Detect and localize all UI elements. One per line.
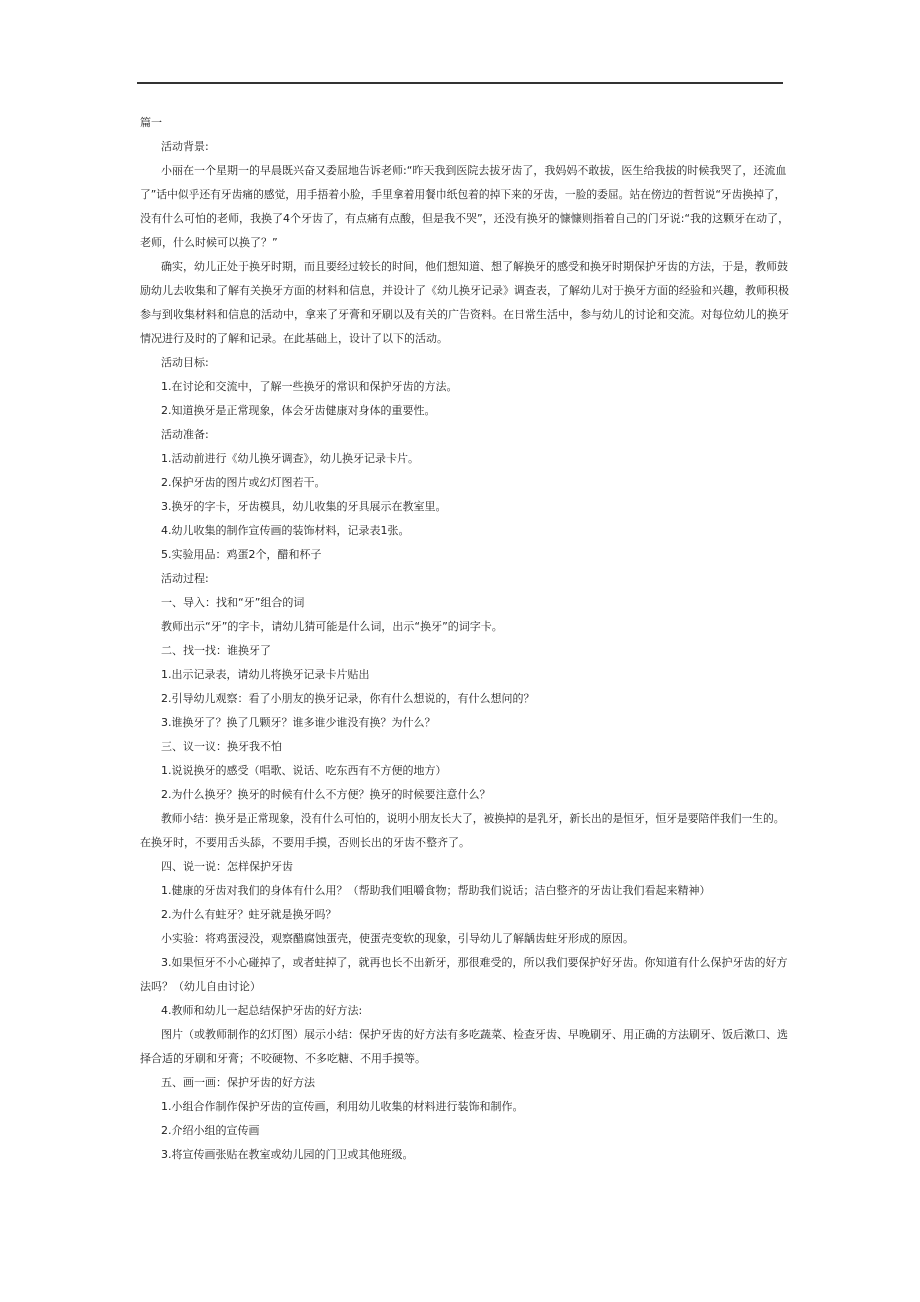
paragraph-line: 教师小结：换牙是正常现象，没有什么可怕的，说明小朋友长大了，被换掉的是乳牙，新长出的是恒牙，恒牙是要陪伴我们一生的。 [161, 812, 785, 825]
paragraph-line: 没有什么可怕的老师，我换了4个牙齿了，有点痛有点酸，但是我不哭”，还没有换牙的慷慷则指着自己的门牙说:“我的这颗牙在动了， [140, 212, 790, 225]
paragraph-line: 图片（或教师制作的幻灯图）展示小结：保护牙齿的好方法有多吃蔬菜、检查牙齿、早晚刷牙、用正确的方法刷牙、饭后漱口、选 [161, 1028, 788, 1041]
list-item: 1.活动前进行《幼儿换牙调查》，幼儿换牙记录卡片。 [161, 452, 419, 465]
paragraph-line: 法吗？（幼儿自由讨论） [140, 980, 261, 993]
paragraph-line: 老师，什么时候可以换了？” [140, 236, 278, 249]
step-heading: 四、说一说：怎样保护牙齿 [161, 860, 293, 873]
paragraph-line: 择合适的牙刷和牙膏；不咬硬物、不多吃糖、不用手摸等。 [140, 1052, 426, 1065]
list-item: 1.说说换牙的感受（唱歌、说话、吃东西有不方便的地方） [161, 764, 447, 777]
heading-background: 活动背景: [161, 140, 209, 153]
paragraph-line: 小实验：将鸡蛋浸没，观察醋腐蚀蛋壳，使蛋壳变软的现象，引导幼儿了解龋齿蛀牙形成的原因。 [161, 932, 634, 945]
list-item: 1.出示记录表，请幼儿将换牙记录卡片贴出 [161, 668, 370, 681]
heading-preparation: 活动准备: [161, 428, 209, 441]
list-item: 2.保护牙齿的图片或幻灯图若干。 [161, 476, 326, 489]
paragraph-line: 了”话中似乎还有牙齿痛的感觉，用手捂着小脸，手里拿着用餐巾纸包着的掉下来的牙齿，一脸的委屈。站在傍边的哲哲说“牙齿换掉了， [140, 188, 786, 201]
list-item: 1.健康的牙齿对我们的身体有什么用？（帮助我们咀嚼食物；帮助我们说话；洁白整齐的牙齿让我们看起来精神） [161, 884, 711, 897]
paragraph-line: 情况进行及时的了解和记录。在此基础上，设计了以下的活动。 [140, 332, 448, 345]
list-item: 2.引导幼儿观察：看了小朋友的换牙记录，你有什么想说的，有什么想问的？ [161, 692, 535, 705]
header-rule [137, 82, 783, 84]
step-heading: 一、导入：找和“牙”组合的词 [161, 596, 305, 609]
list-item: 3.换牙的字卡，牙齿模具，幼儿收集的牙具展示在教室里。 [161, 500, 447, 513]
paragraph-line: 励幼儿去收集和了解有关换牙方面的材料和信息，并设计了《幼儿换牙记录》调查表，了解幼儿对于换牙方面的经验和兴趣，教师积极 [140, 284, 789, 297]
heading-process: 活动过程: [161, 572, 209, 585]
list-item: 1.小组合作制作保护牙齿的宣传画，利用幼儿收集的材料进行装饰和制作。 [161, 1100, 524, 1113]
list-item: 3.将宣传画张贴在教室或幼儿园的门卫或其他班级。 [161, 1148, 414, 1161]
step-heading: 三、议一议：换牙我不怕 [161, 740, 282, 753]
list-item: 2.为什么有蛀牙？蛀牙就是换牙吗？ [161, 908, 337, 921]
section-title: 篇一 [140, 116, 162, 129]
paragraph-line: 在换牙时，不要用舌头舔，不要用手摸，否则长出的牙齿不整齐了。 [140, 836, 470, 849]
heading-goals: 活动目标: [161, 356, 209, 369]
list-item: 2.为什么换牙？换牙的时候有什么不方便？换牙的时候要注意什么？ [161, 788, 491, 801]
paragraph-line: 确实，幼儿正处于换牙时期，而且要经过较长的时间，他们想知道、想了解换牙的感受和换牙时期保护牙齿的方法，于是，教师鼓 [161, 260, 788, 273]
paragraph-line: 小丽在一个星期一的早晨既兴奋又委屈地告诉老师:“昨天我到医院去拔牙齿了，我妈妈不敢拔，医生给我拔的时候我哭了，还流血 [161, 164, 787, 177]
step-heading: 二、找一找：谁换牙了 [161, 644, 271, 657]
list-item: 3.如果恒牙不小心碰掉了，或者蛀掉了，就再也长不出新牙，那很难受的，所以我们要保护好牙齿。你知道有什么保护牙齿的好方 [161, 956, 788, 969]
list-item: 3.谁换牙了？换了几颗牙？谁多谁少谁没有换？为什么？ [161, 716, 436, 729]
paragraph-line: 教师出示“牙”的字卡，请幼儿猜可能是什么词，出示“换牙”的词字卡。 [161, 620, 503, 633]
paragraph-line: 参与到收集材料和信息的活动中，拿来了牙膏和牙刷以及有关的广告资料。在日常生活中，参与幼儿的讨论和交流。对每位幼儿的换牙 [140, 308, 789, 321]
list-item: 4.教师和幼儿一起总结保护牙齿的好方法: [161, 1004, 363, 1017]
list-item: 4.幼儿收集的制作宣传画的装饰材料，记录表1张。 [161, 524, 410, 537]
list-item: 1.在讨论和交流中，了解一些换牙的常识和保护牙齿的方法。 [161, 380, 458, 393]
step-heading: 五、画一画：保护牙齿的好方法 [161, 1076, 315, 1089]
list-item: 2.介绍小组的宣传画 [161, 1124, 260, 1137]
list-item: 2.知道换牙是正常现象，体会牙齿健康对身体的重要性。 [161, 404, 436, 417]
list-item: 5.实验用品：鸡蛋2个，醋和杯子 [161, 548, 322, 561]
